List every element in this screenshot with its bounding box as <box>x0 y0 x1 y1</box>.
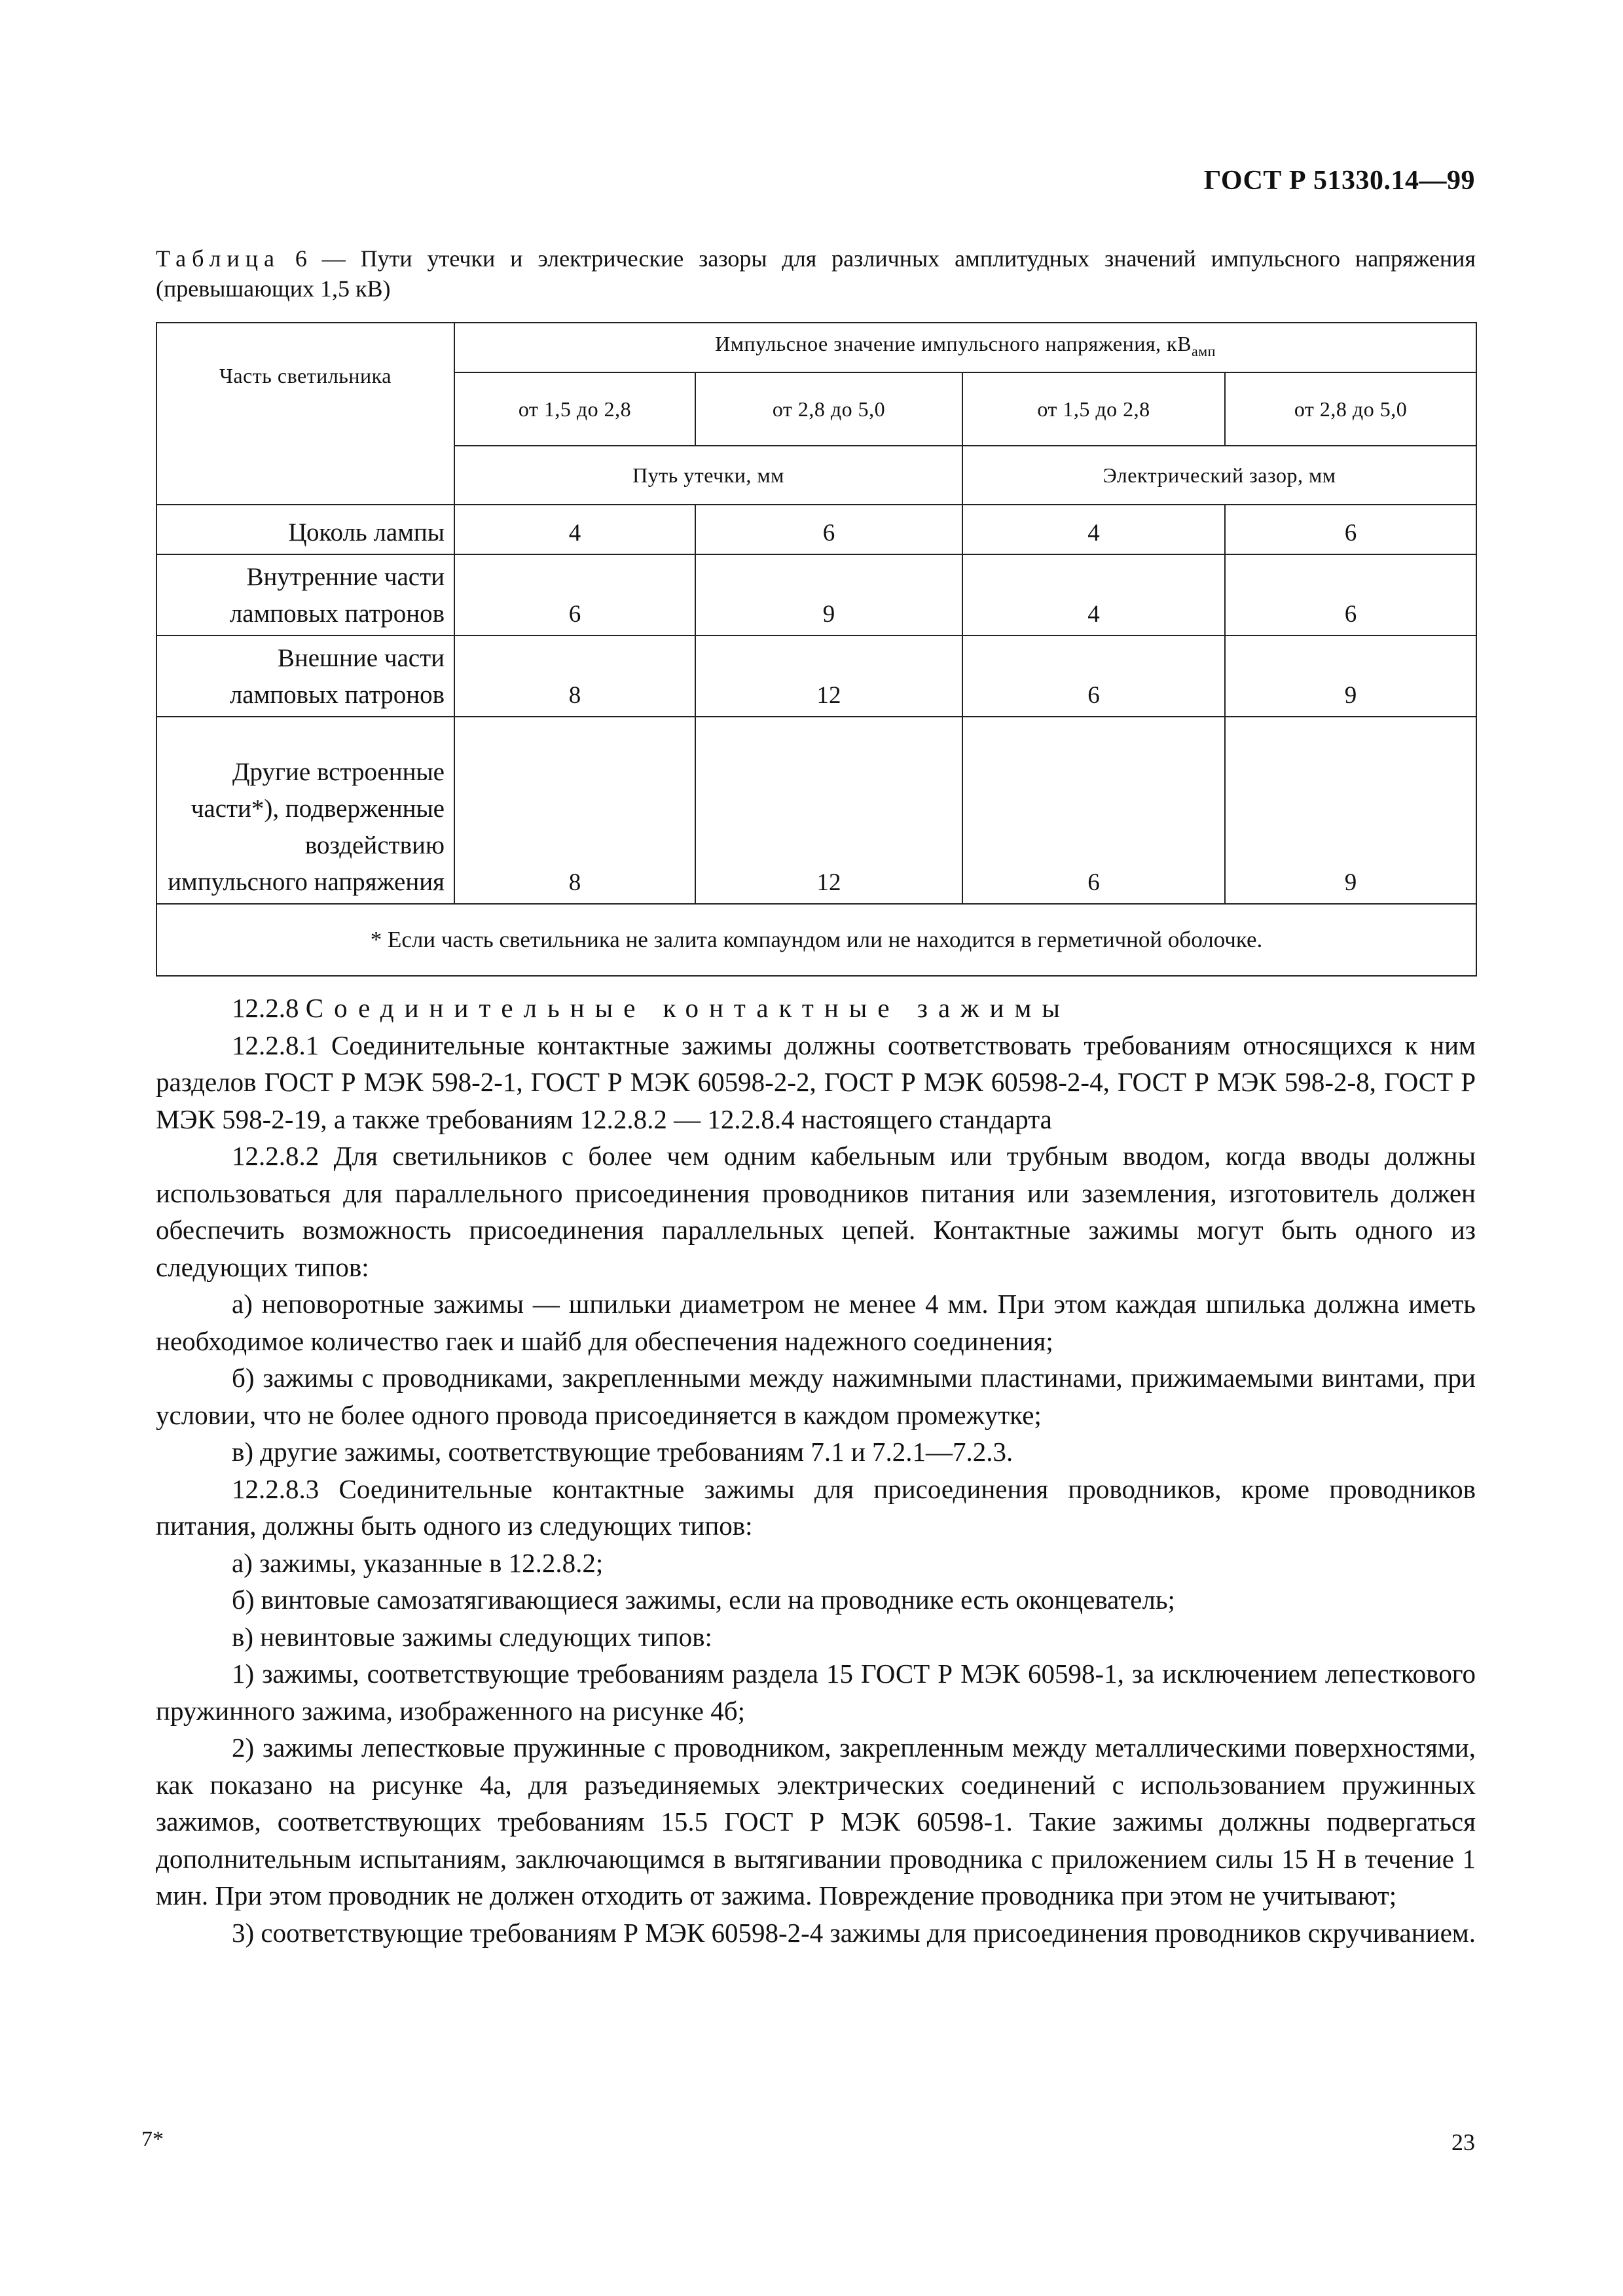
table-cell: 6 <box>1225 554 1476 636</box>
sheet-mark: 7* <box>141 2127 164 2151</box>
body-text <box>156 990 1476 1951</box>
section-heading <box>156 990 1476 1027</box>
paragraph: 2) зажимы лепестковые пружинные с проводником, закрепленным между металлическими поверхностями, как показано на рисунке 4а, для разъединяемых электрических соединений с использованием пружинных зажимов, соответствующих требованиям 15.5 ГОСТ Р МЭК 60598-1. Такие зажимы должны подвергаться дополнительным испытаниям, заключающимся в вытягивании проводника с приложением силы 15 Н в течение 1 мин. При этом проводник не должен отходить от зажима. Повреждение проводника при этом не учитывают; <box>156 1732 1476 1910</box>
table-caption-text: 6 — Пути утечки и электрические зазоры для различных амплитудных значений импульсного напряжения (превышающих 1,5 кВ) <box>156 245 1476 302</box>
table-cell: 6 <box>962 636 1225 717</box>
table-cell: 9 <box>1225 636 1476 717</box>
paragraph: а) неповоротные зажимы — шпильки диаметром не менее 4 мм. При этом каждая шпилька должна иметь необходимое количество гаек и шайб для обеспечения надежного соединения; <box>156 1289 1476 1356</box>
paragraph: а) зажимы, указанные в 12.2.8.2; <box>232 1547 604 1578</box>
table-cell: 6 <box>454 554 695 636</box>
range-header: от 1,5 до 2,8 <box>962 372 1225 446</box>
page-number: 23 <box>1451 2129 1475 2155</box>
paragraph: 1) зажимы, соответствующие требованиям раздела 15 ГОСТ Р МЭК 60598-1, за исключением лепесткового пружинного зажима, изображенного на рисунке 4б; <box>156 1659 1476 1726</box>
table-cell: 9 <box>695 554 962 636</box>
row-label: Другие встроенные части*), подверженные воздействию импульсного напряжения <box>156 717 454 904</box>
table-cell: 8 <box>454 636 695 717</box>
paragraph: 12.2.8.3 Соединительные контактные зажимы для присоединения проводников, кроме проводников питания, должны быть одного из следующих типов: <box>156 1473 1476 1541</box>
row-label: Внешние части ламповых патронов <box>156 636 454 717</box>
paragraph: 12.2.8.1 Соединительные контактные зажимы должны соответствовать требованиям относящихся к ним разделов ГОСТ Р МЭК 598-2-1, ГОСТ Р МЭК 60598-2-2, ГОСТ Р МЭК 60598-2-4, ГОСТ Р МЭК 598-2-8, ГОСТ Р МЭК 598-2-19, а также требованиям 12.2.8.2 — 12.2.8.4 настоящего стандарта <box>156 1030 1476 1134</box>
section-heading-title: Соединительные контактные зажимы <box>305 993 1070 1023</box>
col-header-impulse <box>454 323 1476 372</box>
table-cell: 12 <box>695 717 962 904</box>
paragraph: в) невинтовые зажимы следующих типов: <box>232 1621 712 1652</box>
table-row <box>156 717 1476 904</box>
table-6 <box>156 322 1477 977</box>
document-code: ГОСТ Р 51330.14—99 <box>1203 166 1475 196</box>
table-footnote: * Если часть светильника не залита компаундом или не находится в герметичной оболочке. <box>156 904 1476 976</box>
paragraph: 3) соответствующие требованиям Р МЭК 60598-2-4 зажимы для присоединения проводников скручиванием. <box>232 1917 1476 1948</box>
table-cell: 4 <box>454 505 695 554</box>
table-cell: 12 <box>695 636 962 717</box>
table-cell: 4 <box>962 505 1225 554</box>
row-label: Цоколь лампы <box>156 505 454 554</box>
table-cell: 6 <box>695 505 962 554</box>
col-header-part: Часть светильника <box>156 323 454 505</box>
group-header-creepage: Путь утечки, мм <box>454 446 962 505</box>
table-cell: 6 <box>1225 505 1476 554</box>
table-cell: 6 <box>962 717 1225 904</box>
section-heading-number: 12.2.8 <box>232 993 306 1023</box>
group-header-clearance: Электрический зазор, мм <box>962 446 1476 505</box>
row-label: Внутренние части ламповых патронов <box>156 554 454 636</box>
table-caption-word: Таблица <box>156 245 280 272</box>
table-row <box>156 636 1476 717</box>
paragraph: б) винтовые самозатягивающиеся зажимы, если на проводнике есть оконцеватель; <box>232 1585 1175 1615</box>
paragraph: 12.2.8.2 Для светильников с более чем одним кабельным или трубным вводом, когда вводы должны использоваться для параллельного присоединения проводников питания или заземления, изготовитель должен обеспечить возможность присоединения параллельных цепей. Контактные зажимы могут быть одного из следующих типов: <box>156 1141 1476 1282</box>
table-cell: 9 <box>1225 717 1476 904</box>
table-caption <box>156 243 1476 304</box>
paragraph: б) зажимы с проводниками, закрепленными между нажимными пластинами, прижимаемыми винтами, при условии, что не более одного провода присоединяется в каждом промежутке; <box>156 1363 1476 1430</box>
range-header: от 2,8 до 5,0 <box>695 372 962 446</box>
paragraph: в) другие зажимы, соответствующие требованиям 7.1 и 7.2.1—7.2.3. <box>232 1437 1013 1467</box>
col-header-impulse-sub: амп <box>1191 343 1216 359</box>
table-cell: 8 <box>454 717 695 904</box>
range-header: от 2,8 до 5,0 <box>1225 372 1476 446</box>
table-row <box>156 554 1476 636</box>
table-cell: 4 <box>962 554 1225 636</box>
table-row <box>156 505 1476 554</box>
range-header: от 1,5 до 2,8 <box>454 372 695 446</box>
col-header-impulse-text: Импульсное значение импульсного напряжения, кВ <box>715 332 1192 355</box>
